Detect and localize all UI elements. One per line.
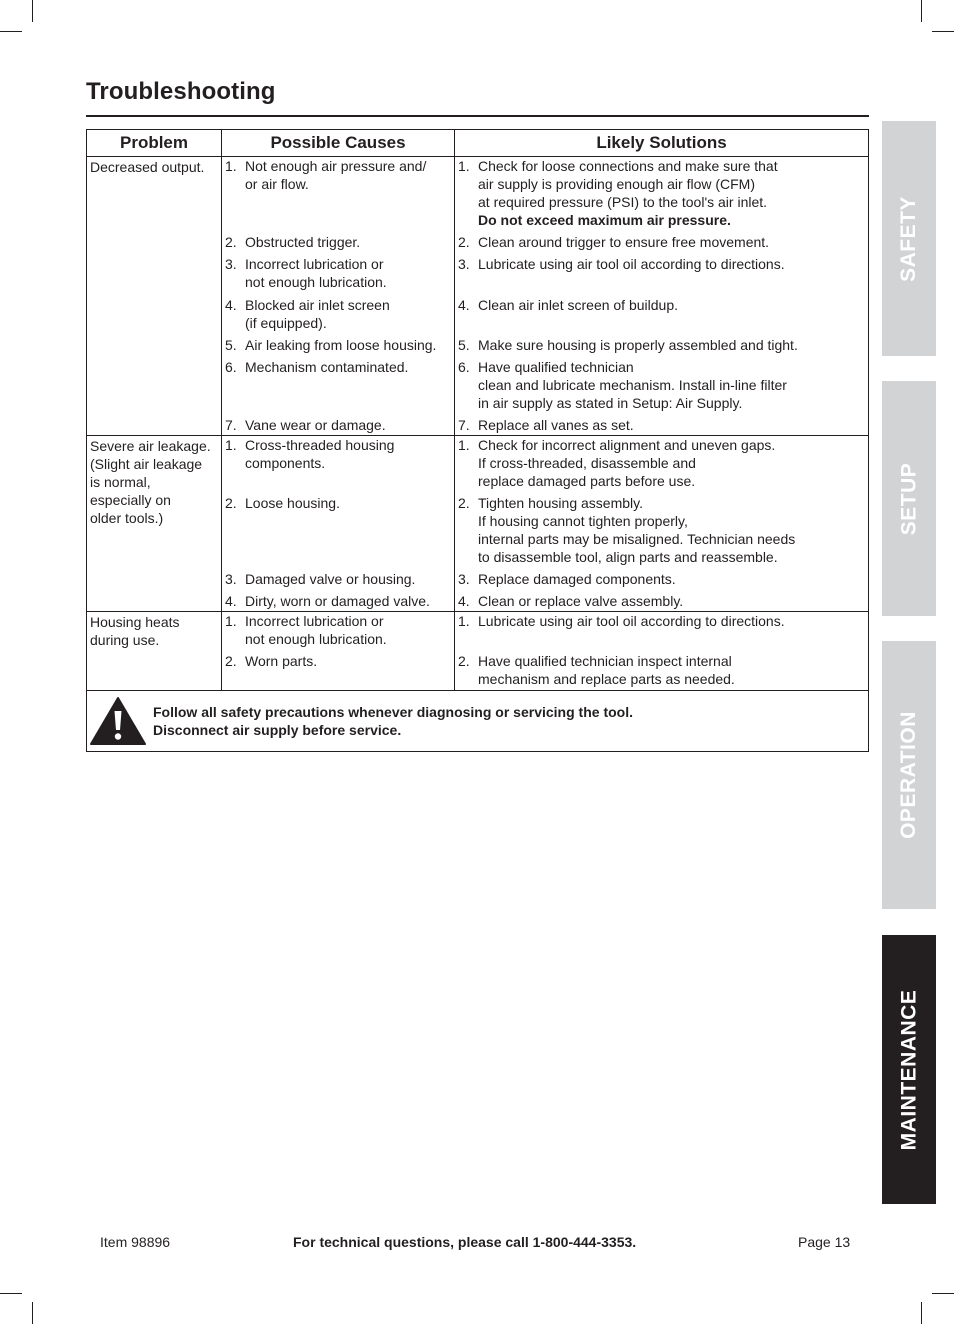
warning-triangle-icon xyxy=(89,696,147,746)
crop-mark xyxy=(0,31,22,32)
crop-mark xyxy=(932,31,954,32)
cause-number: 4. xyxy=(225,593,237,609)
solution-item xyxy=(455,296,868,336)
solution-item xyxy=(455,592,868,611)
solution-number: 1. xyxy=(458,613,470,629)
causes-cell xyxy=(222,612,455,690)
crop-mark xyxy=(0,1293,22,1294)
cause-text: Air leaking from loose housing. xyxy=(245,337,437,353)
tab-setup[interactable] xyxy=(882,381,936,616)
cause-text: Worn parts. xyxy=(245,653,318,669)
cause-item xyxy=(222,592,454,611)
cause-number: 1. xyxy=(225,437,237,453)
warning-text: Follow all safety precautions whenever diagnosing or servicing the tool. Disconnect air supply before service. xyxy=(153,704,633,738)
solution-text xyxy=(478,157,868,233)
cause-text: Obstructed trigger. xyxy=(245,234,361,250)
cause-item xyxy=(222,157,454,233)
solution-item xyxy=(455,255,868,296)
cause-item xyxy=(222,296,454,336)
title-rule xyxy=(86,115,869,117)
header-problem: Problem xyxy=(87,130,222,156)
solution-number: 2. xyxy=(458,495,470,511)
table-header xyxy=(87,130,868,157)
solution-number: 3. xyxy=(458,571,470,587)
cause-text: Blocked air inlet screen (if equipped). xyxy=(245,297,390,331)
cause-item xyxy=(222,652,454,690)
problem-cell: Severe air leakage. (Slight air leakage is normal, especially on older tools.) xyxy=(87,436,222,611)
cause-item xyxy=(222,416,454,435)
cause-text: Incorrect lubrication or not enough lubrication. xyxy=(245,613,387,647)
cause-number: 1. xyxy=(225,613,237,629)
cause-number: 2. xyxy=(225,234,237,250)
cause-text: Incorrect lubrication or not enough lubrication. xyxy=(245,256,387,290)
solution-number: 1. xyxy=(458,437,470,453)
solution-text: Clean around trigger to ensure free movement. xyxy=(478,234,770,250)
solutions-cell xyxy=(455,436,868,611)
cause-text: Mechanism contaminated. xyxy=(245,359,409,375)
causes-cell xyxy=(222,436,455,611)
problem-group-severe-air-leakage xyxy=(87,436,868,612)
crop-mark xyxy=(921,1302,922,1324)
solution-number: 5. xyxy=(458,337,470,353)
solution-text-body: Check for loose connections and make sure that air supply is providing enough air flow (CFM) at required pressure (PSI) to the tool's air inlet. xyxy=(478,158,778,210)
problem-group-decreased-output xyxy=(87,157,868,436)
solution-text: Clean or replace valve assembly. xyxy=(478,593,684,609)
solution-number: 1. xyxy=(458,158,470,174)
solution-number: 2. xyxy=(458,653,470,669)
cause-item xyxy=(222,358,454,416)
cause-text: Vane wear or damage. xyxy=(245,417,386,433)
cause-number: 7. xyxy=(225,417,237,433)
solution-item xyxy=(455,233,868,255)
footer-item-number: Item 98896 xyxy=(100,1234,171,1250)
solution-item xyxy=(455,612,868,652)
solution-number: 4. xyxy=(458,297,470,313)
cause-text: Not enough air pressure and/ or air flow. xyxy=(245,158,427,192)
cause-item xyxy=(222,494,454,570)
solution-item xyxy=(455,494,868,570)
problem-group-housing-heats xyxy=(87,612,868,691)
solution-item xyxy=(455,358,868,416)
cause-item xyxy=(222,436,454,494)
solution-text: Make sure housing is properly assembled and tight. xyxy=(478,337,798,353)
solution-text: Check for incorrect alignment and uneven gaps. If cross-threaded, disassemble and replace damaged parts before use. xyxy=(478,437,776,489)
solution-text: Lubricate using air tool oil according to directions. xyxy=(478,613,785,629)
solution-number: 3. xyxy=(458,256,470,272)
solution-number: 4. xyxy=(458,593,470,609)
tab-maintenance[interactable] xyxy=(882,935,936,1204)
footer-contact: For technical questions, please call 1-800-444-3353. xyxy=(293,1234,637,1250)
crop-mark xyxy=(921,0,922,22)
solution-item xyxy=(455,157,868,233)
safety-warning xyxy=(87,691,868,751)
cause-number: 5. xyxy=(225,337,237,353)
solution-text: Replace damaged components. xyxy=(478,571,676,587)
cause-number: 2. xyxy=(225,653,237,669)
solution-number: 7. xyxy=(458,417,470,433)
tab-safety[interactable] xyxy=(882,121,936,356)
header-likely-solutions: Likely Solutions xyxy=(596,133,727,152)
troubleshooting-table xyxy=(86,129,869,752)
solution-bold-note: Do not exceed maximum air pressure. xyxy=(478,212,731,228)
cause-item xyxy=(222,233,454,255)
causes-cell xyxy=(222,157,455,435)
tab-label: SAFETY xyxy=(897,195,920,282)
solution-item xyxy=(455,652,868,690)
solution-text: Lubricate using air tool oil according to directions. xyxy=(478,256,785,272)
cause-number: 2. xyxy=(225,495,237,511)
cause-item xyxy=(222,570,454,592)
solution-text: Replace all vanes as set. xyxy=(478,417,634,433)
cause-number: 6. xyxy=(225,359,237,375)
crop-mark xyxy=(932,1293,954,1294)
tab-label: SETUP xyxy=(897,462,921,535)
solution-item xyxy=(455,570,868,592)
tab-operation[interactable] xyxy=(882,641,936,909)
solution-text: Have qualified technician clean and lubricate mechanism. Install in-line filter in air supply as stated in Setup: Air Supply. xyxy=(478,359,787,411)
solution-number: 6. xyxy=(458,359,470,375)
cause-item xyxy=(222,612,454,652)
cause-number: 1. xyxy=(225,158,237,174)
cause-number: 3. xyxy=(225,571,237,587)
tab-label: MAINTENANCE xyxy=(897,989,921,1150)
cause-number: 3. xyxy=(225,256,237,272)
problem-cell: Housing heats during use. xyxy=(87,612,222,690)
solution-item xyxy=(455,416,868,435)
solution-text: Clean air inlet screen of buildup. xyxy=(478,297,679,313)
solutions-cell xyxy=(455,612,868,690)
footer-page-number: Page 13 xyxy=(798,1234,851,1250)
problem-cell: Decreased output. xyxy=(87,157,222,435)
cause-item xyxy=(222,336,454,358)
header-possible-causes: Possible Causes xyxy=(222,130,455,156)
cause-item xyxy=(222,255,454,296)
cause-text: Cross-threaded housing components. xyxy=(245,437,395,471)
cause-text: Damaged valve or housing. xyxy=(245,571,416,587)
solution-number: 2. xyxy=(458,234,470,250)
solution-item xyxy=(455,336,868,358)
solution-text: Have qualified technician inspect internal mechanism and replace parts as needed. xyxy=(478,653,735,687)
page-title: Troubleshooting xyxy=(86,78,276,105)
solutions-cell xyxy=(455,157,868,435)
cause-number: 4. xyxy=(225,297,237,313)
cause-text: Loose housing. xyxy=(245,495,340,511)
crop-mark xyxy=(32,1302,33,1324)
cause-text: Dirty, worn or damaged valve. xyxy=(245,593,430,609)
solution-item xyxy=(455,436,868,494)
solution-text: Tighten housing assembly. If housing cannot tighten properly, internal parts may be misaligned. Technician needs to disassemble tool, align parts and reassemble. xyxy=(478,495,796,565)
tab-label: OPERATION xyxy=(897,711,921,839)
crop-mark xyxy=(32,0,33,22)
